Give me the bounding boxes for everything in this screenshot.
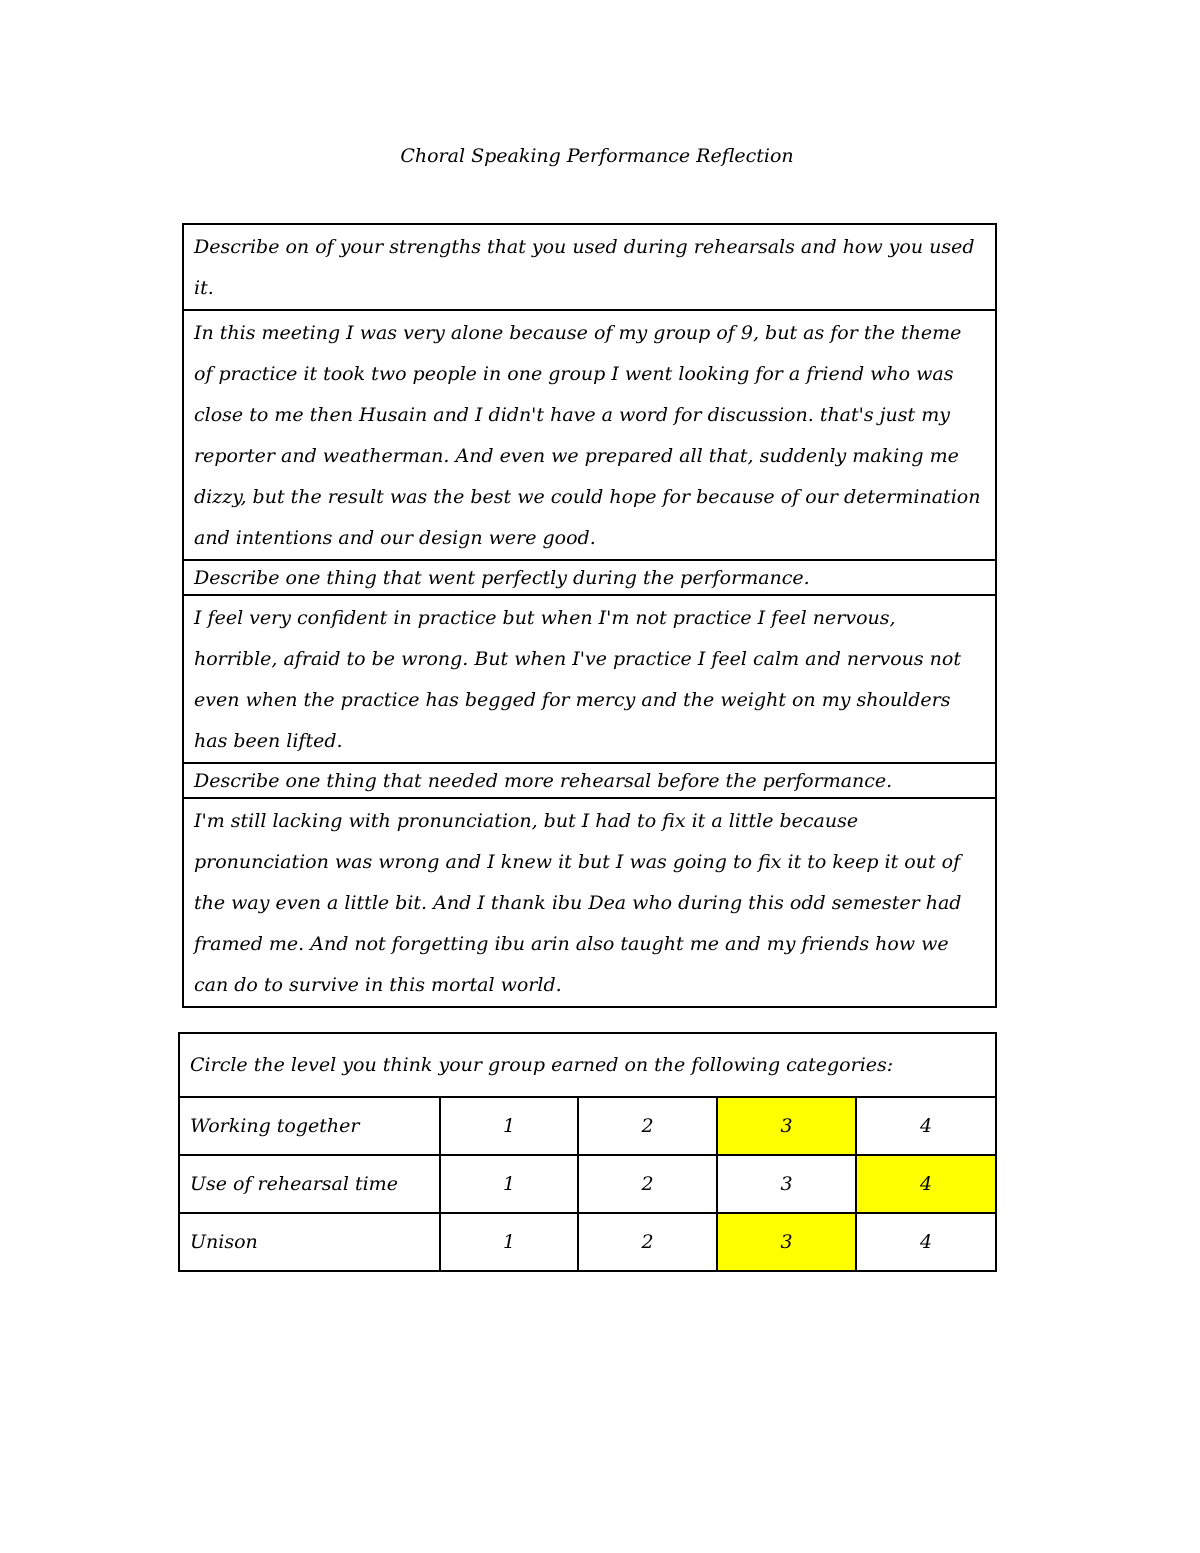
perfect-answer: I feel very confident in practice but when I'm not practice I feel nervous, horrible, afraid to be wrong. But when I've practice I feel calm and nervous not even when the practice has begged for mercy and the weight on my shoulders has been lifted. — [183, 595, 996, 763]
rating-level-3[interactable]: 3 — [717, 1213, 856, 1271]
perfect-prompt-row — [183, 560, 996, 595]
strength-answer-row — [183, 310, 996, 560]
rating-header-row — [179, 1033, 996, 1097]
rating-category: Working together — [179, 1097, 440, 1155]
rehearsal-answer: I'm still lacking with pronunciation, but I had to fix it a little because pronunciation was wrong and I knew it but I was going to fix it to keep it out of the way even a little bit. And I thank ibu Dea who during this odd semester had framed me. And not forgetting ibu arin also taught me and my friends how we can do to survive in this mortal world. — [183, 798, 996, 1007]
rating-table — [178, 1032, 997, 1272]
strength-prompt-row — [183, 224, 996, 310]
strength-answer: In this meeting I was very alone because of my group of 9, but as for the theme of practice it took two people in one group I went looking for a friend who was close to me then Husain and I didn't have a word for discussion. that's just my reporter and weatherman. And even we prepared all that, suddenly making me dizzy, but the result was the best we could hope for because of our determination and intentions and our design were good. — [183, 310, 996, 560]
page-title: Choral Speaking Performance Reflection — [400, 145, 794, 167]
reflection-table — [182, 223, 997, 1008]
rehearsal-prompt: Describe one thing that needed more rehearsal before the performance. — [183, 763, 996, 798]
rating-level-3[interactable]: 3 — [717, 1155, 856, 1213]
rating-level-2[interactable]: 2 — [578, 1097, 717, 1155]
rating-row — [179, 1213, 996, 1271]
perfect-prompt: Describe one thing that went perfectly during the performance. — [183, 560, 996, 595]
rating-level-2[interactable]: 2 — [578, 1213, 717, 1271]
rating-instruction: Circle the level you think your group earned on the following categories: — [179, 1033, 996, 1097]
rating-category: Unison — [179, 1213, 440, 1271]
rating-row — [179, 1097, 996, 1155]
rehearsal-prompt-row — [183, 763, 996, 798]
rating-level-4[interactable]: 4 — [856, 1155, 996, 1213]
perfect-answer-row — [183, 595, 996, 763]
rating-level-4[interactable]: 4 — [856, 1213, 996, 1271]
strength-prompt: Describe on of your strengths that you used during rehearsals and how you used it. — [183, 224, 996, 310]
rating-level-1[interactable]: 1 — [440, 1097, 578, 1155]
rating-level-2[interactable]: 2 — [578, 1155, 717, 1213]
rating-level-1[interactable]: 1 — [440, 1213, 578, 1271]
rating-level-1[interactable]: 1 — [440, 1155, 578, 1213]
rehearsal-answer-row — [183, 798, 996, 1007]
rating-level-4[interactable]: 4 — [856, 1097, 996, 1155]
rating-category: Use of rehearsal time — [179, 1155, 440, 1213]
rating-level-3[interactable]: 3 — [717, 1097, 856, 1155]
rating-row — [179, 1155, 996, 1213]
